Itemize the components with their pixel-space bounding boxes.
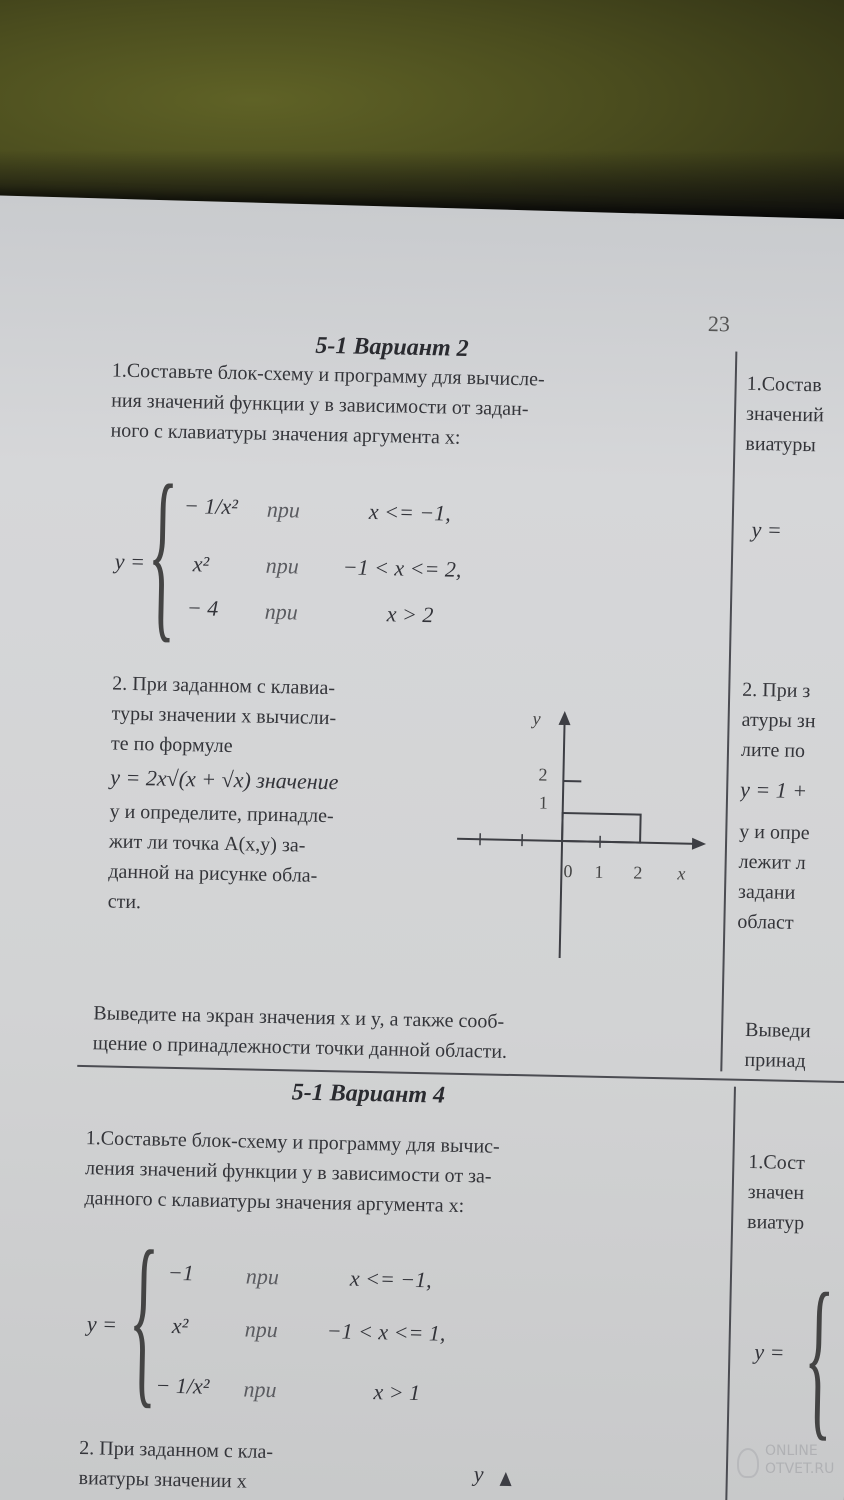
right-line: област [737, 910, 794, 934]
y-axis-label: y [532, 708, 541, 729]
footer-line: Выведите на экран значения x и y, а также сооб- [93, 1002, 505, 1033]
left-brace: { [802, 1255, 836, 1456]
task2-formula: y = 2x√(x + √x) значение [110, 764, 339, 795]
task2-line: жит ли точка A(x,y) за- [108, 830, 306, 857]
task2-line: 2. При заданном с клавиа- [112, 672, 336, 700]
right-col-bottom-text [747, 1147, 844, 1239]
page-number: 23 [707, 310, 731, 337]
variant2-task1-text [110, 355, 722, 458]
case-expr: − 1/x² [183, 493, 239, 520]
tick-label-x: 2 [633, 862, 643, 883]
case-expr: x² [192, 551, 210, 577]
tick-label-y: 1 [538, 792, 549, 813]
case-condition: −1 < x <= 1, [326, 1318, 446, 1346]
right-col-footer [744, 1015, 844, 1077]
tick-label-x: 0 [563, 861, 573, 882]
case-expr: − 4 [186, 595, 219, 621]
case-cond-word: при [264, 598, 299, 625]
right-line: y и опре [739, 820, 810, 845]
left-brace: { [126, 1210, 161, 1425]
task2-line: те по формуле [110, 732, 233, 758]
x-axis-arrow [692, 838, 706, 850]
y-axis-arrow [559, 711, 571, 725]
right-line: Выведи [744, 1018, 811, 1043]
variant2-y-label: y = [114, 548, 146, 575]
right-line: атуры зн [741, 708, 816, 733]
tick-label-y: 2 [538, 764, 548, 785]
x-axis-label: x [677, 863, 686, 884]
case-condition: x > 1 [373, 1379, 421, 1406]
watermark-line: OTVET.RU [765, 1461, 835, 1477]
task2-line: сти. [107, 890, 142, 914]
right-line: задани [737, 880, 796, 904]
case-condition: x <= −1, [368, 498, 451, 526]
variant2-title: 5-1 Вариант 2 [315, 332, 469, 362]
right-line: 1.Состав [746, 372, 822, 397]
footer-line: щение о принадлежности точки данной области. [92, 1032, 508, 1063]
watermark [765, 1442, 834, 1478]
case-condition: x <= −1, [349, 1265, 432, 1293]
variant4-task2-text [78, 1433, 409, 1500]
variant2-footer [92, 998, 713, 1071]
lightbulb-icon [737, 1448, 759, 1478]
variant4-task1-text [84, 1123, 726, 1226]
variant2-task1-line: ния значений функции y в зависимости от задан- [110, 389, 529, 421]
variant4-task1-line: данного с клавиатуры значения аргумента x: [84, 1187, 465, 1218]
case-cond-word: при [265, 552, 300, 579]
right-line: 1.Сост [748, 1150, 806, 1175]
watermark-line: ONLINE [765, 1443, 818, 1459]
task2-line: данной на рисунке обла- [108, 860, 318, 887]
right-line: виатуры [745, 432, 817, 457]
case-cond-word: при [243, 1376, 277, 1403]
variant2-task2-text [107, 669, 442, 924]
region-graph [450, 701, 725, 967]
variant4-y-label: y = [86, 1311, 118, 1337]
variant4-task1-line: ления значений функции y в зависимости от за- [84, 1157, 492, 1188]
case-expr: −1 [167, 1259, 195, 1286]
left-brace: { [145, 445, 180, 659]
case-expr: − 1/x² [155, 1372, 210, 1399]
task2-line: туры значении x вычисли- [111, 702, 337, 730]
right-line: принад [744, 1048, 806, 1073]
task2-line: y и определите, принадле- [109, 800, 334, 828]
y-axis-arrow [500, 1472, 512, 1486]
variant4-task1-line: 1.Составьте блок-схему и программу для вычис- [85, 1127, 500, 1158]
variant4-title: 5-1 Вариант 4 [291, 1079, 446, 1109]
case-cond-word: при [244, 1316, 279, 1343]
case-condition: x > 2 [386, 601, 434, 628]
task2-line: виатуры значении x [78, 1467, 247, 1493]
right-line: лите по [740, 738, 806, 763]
right-line: значений [745, 402, 825, 427]
right-y-label: y = [751, 516, 783, 543]
right-col-task2 [737, 675, 844, 939]
variant4-y-axis-label: y [473, 1461, 484, 1487]
shaded-region [562, 813, 641, 843]
tick-label-x: 1 [594, 861, 604, 882]
case-cond-word: при [266, 496, 301, 523]
column-divider [725, 1087, 736, 1500]
right-y-label: y = [754, 1339, 785, 1365]
right-line: 2. При з [742, 678, 811, 703]
case-condition: −1 < x <= 2, [342, 554, 462, 582]
right-col-top-text [745, 369, 844, 461]
right-line: значен [747, 1180, 805, 1205]
right-line: y = 1 + [739, 776, 808, 804]
right-line: лежит л [738, 850, 807, 875]
case-cond-word: при [245, 1263, 280, 1290]
variant2-task1-line: ного с клавиатуры значения аргумента x: [110, 419, 461, 449]
right-line: виатур [746, 1210, 805, 1235]
section-divider [77, 1065, 844, 1084]
task2-line: 2. При заданном с кла- [79, 1437, 274, 1464]
case-expr: x² [171, 1312, 189, 1339]
variant2-task1-line: 1.Составьте блок-схему и программу для вычисле- [111, 359, 545, 391]
